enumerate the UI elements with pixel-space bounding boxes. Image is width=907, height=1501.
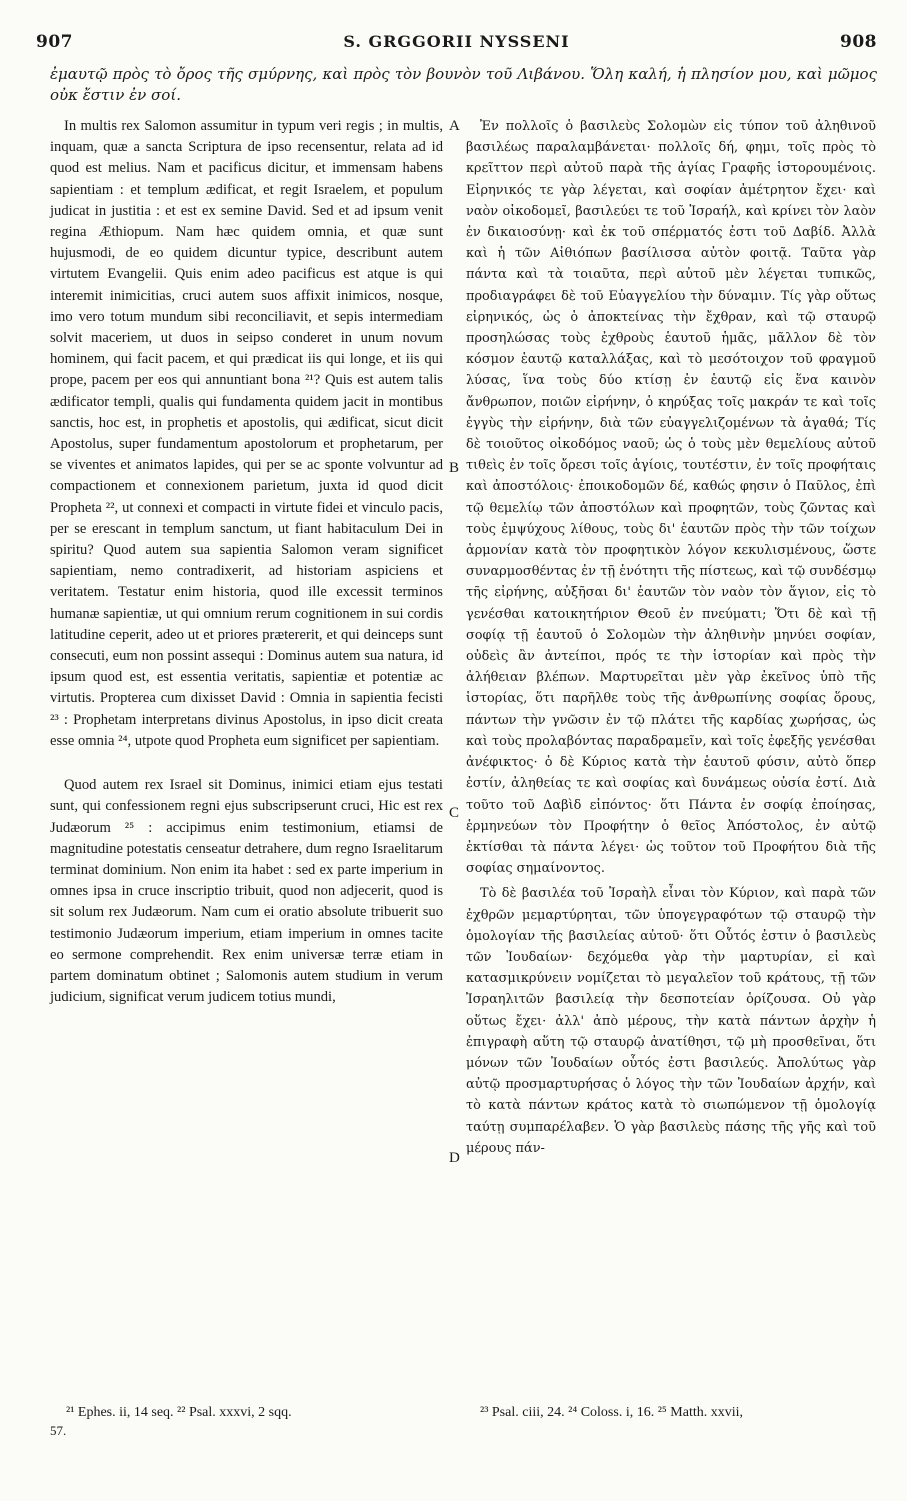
margin-marker-a: A	[449, 118, 460, 134]
greek-paragraph-2: Τὸ δὲ βασιλέα τοῦ Ἰσραὴλ εἶναι τὸν Κύριον, καὶ παρὰ τῶν ἐχθρῶν μεμαρτύρηται, τῶν ὑπογεγραφότων τῷ σταυρῷ τὴν ὁμολογίαν τῆς βασιλείας αὐτοῦ· ὅτι Οὗτός ἐστιν ὁ βασιλεὺς τῶν Ἰουδαίων· δεχόμεθα γὰρ τὴν μαρτυρίαν, εἰ καὶ κατασμικρύνειν νομίζεται τὸ μεγαλεῖον τοῦ κράτους, τῇ τῶν Ἰσραηλιτῶν βασιλείᾳ τὴν δεσποτείαν ὁρίζουσα. Οὐ γὰρ οὕτως ἔχει· ἀλλ' ἀπὸ μέρους, τὴν κατὰ πάντων ἀρχὴν ἡ ἐπιγραφὴ αὕτη τῷ σταυρῷ ἀνατίθησι, τῷ μὴ προσθεῖναι, ὅτι μόνων τῶν Ἰουδαίων οὗτός ἐστι βασιλεύς. Ἀπολύτως γὰρ αὐτῷ προσμαρτυρήσας ὁ λόγος τὴν τῶν Ἰουδαίων ἀρχήν, καὶ τὸ κατὰ πάντων κράτος κατὰ τὸ σιωπώμενον τῇ ὁμολογίᾳ ταύτῃ συμπαρέλαβεν. Ὁ γὰρ βασιλεὺς πάσης τῆς γῆς καὶ τοῦ μέρους πάν-	[466, 886, 876, 1156]
footnotes-left: ²¹ Ephes. ii, 14 seq. ²² Psal. xxxvi, 2 sqq.	[66, 1405, 292, 1420]
margin-marker-b: B	[449, 460, 460, 476]
page-number-left: 907	[36, 32, 73, 52]
signature-mark: 57.	[50, 1423, 67, 1438]
top-greek-text: ἐμαυτῷ πρὸς τὸ ὄρος τῆς σμύρνης, καὶ πρὸς τὸν βουνὸν τοῦ Λιβάνου. Ὅλη καλή, ἡ πλησίον μου, καὶ μῶμος οὐκ ἔστιν ἐν σοί.	[50, 65, 877, 104]
top-greek-continuation	[50, 64, 877, 106]
page-number-right: 908	[840, 32, 877, 52]
running-title: S. GRGGORII NYSSENI	[343, 32, 570, 51]
latin-paragraph-2: Quod autem rex Israel sit Dominus, inimici etiam ejus testati sunt, qui confessionem regni ejus subscripserunt cruci, Hic est rex Judæorum ²⁵ : accipimus enim testimonium, etiamsi de magnitudine potestatis censeatur detrahere, dum regno Israelitarum terminat dominium. Non enim ita habet : sed ex parte imperium in omnes ipsa in cruce inscriptio tribuit, quod non adjecerit, quod is sit solum rex Judæorum. Nam cum ei oratio absolute tribuerit suo testimonio Judæorum imperium, etiam imperium in omnes tacite eo sermone comprehendit. Rex enim universæ terræ etiam in partem dominatum obtinet ; Salomonis autem studium in verum judicium, significat verum judicem totius mundi,	[50, 777, 443, 1006]
footnotes-right: ²³ Psal. ciii, 24. ²⁴ Coloss. i, 16. ²⁵ Matth. xxvii,	[480, 1405, 744, 1420]
latin-column	[50, 116, 443, 1008]
margin-marker-d: D	[449, 1150, 460, 1166]
greek-paragraph-1: Ἐν πολλοῖς ὁ βασιλεὺς Σολομὼν εἰς τύπον τοῦ ἀληθινοῦ βασιλέως παραλαμβάνεται· πολλοῖς δή, φημι, τοῖς πρὸς τὸ κρεῖττον περὶ αὐτοῦ παρὰ τῆς ἁγίας Γραφῆς ἱστορουμένοις. Εἰρηνικός τε γὰρ λέγεται, καὶ σοφίαν ἀμέτρητον ἔχει· καὶ ναὸν οἰκοδομεῖ, βασιλεύει τε τοῦ Ἰσραήλ, καὶ κρίνει τὸν λαὸν ἐν δικαιοσύνῃ· καὶ ἐκ τοῦ σπέρματός ἐστι τοῦ Δαβίδ. Ἀλλὰ καὶ ἡ τῶν Αἰθιόπων βασίλισσα αὐτὸν φοιτᾷ. Ταῦτα γὰρ πάντα καὶ τὰ τοιαῦτα, περὶ αὐτοῦ μὲν λέγεται τυπικῶς, προδιαγράφει δὲ τοῦ Εὐαγγελίου τὴν δύναμιν. Τίς γὰρ οὕτως εἰρηνικός, ὡς ὁ ἀποκτείνας τὴν ἔχθραν, καὶ τῷ σταυρῷ προσηλώσας τοὺς ἐχθροὺς ἑαυτοῦ ἡμᾶς, μᾶλλον δὲ τὸν κόσμον ἑαυτῷ καταλλάξας, καὶ τὸ μεσότοιχον τοῦ φραγμοῦ λύσας, ἵνα τοὺς δύο κτίσῃ ἐν ἑαυτῷ εἰς ἕνα καινὸν ἄνθρωπον, ποιῶν εἰρήνην, ὁ κηρύξας τοῖς μακράν τε καὶ τοῖς ἐγγὺς τὴν εἰρήνην, διὰ τῶν εὐαγγελιζομένων τὰ ἀγαθά; Τίς δὲ τοιοῦτος οἰκοδόμος ναοῦ; ὡς ὁ τοὺς μὲν θεμελίους αὐτοῦ τιθεὶς ἐν τοῖς ὄρεσι τοῖς ἁγίοις, τουτέστιν, ἐν τοῖς προφήταις καὶ ἀποστόλοις· ἐποικοδομῶν δέ, καθώς φησιν ὁ Παῦλος, ἐπὶ τῷ θεμελίῳ τῶν ἀποστόλων καὶ προφητῶν, τοὺς ζῶντας καὶ τοὺς ἐμψύχους λίθους, τοὺς δι' ἑαυτῶν πρὸς τὴν τῶν τοίχων ἁρμονίαν κατὰ τὸν προφητικὸν λόγον κεκυλισμένους, ὥστε συναρμοσθέντας ἐν τῇ ἑνότητι τῆς πίστεως, καὶ τῷ συνδέσμῳ τῆς εἰρήνης, αὐξῆσαι δι' ἑαυτῶν τὸν ναὸν τὸν ἅγιον, εἰς τὸ γενέσθαι κατοικητήριον Θεοῦ ἐν πνεύματι; Ὅτι δὲ καὶ τῇ σοφίᾳ τῇ ἑαυτοῦ ὁ Σολομὼν τὴν ἀληθινὴν μηνύει σοφίαν, οὐδεὶς ἂν ἀντείποι, πρός τε τὴν ἱστορίαν καὶ πρὸς τὴν ἀλήθειαν βλέπων. Μαρτυρεῖται μὲν γὰρ ἐκεῖνος ὑπὸ τῆς ἱστορίας, ὅτι παρῆλθε τοὺς τῆς ἀνθρωπίνης σοφίας ὅρους, πάντων τὴν γνῶσιν ἐν τῷ πλάτει τῆς καρδίας χωρήσας, ὡς καὶ τοὺς προλαβόντας παραδραμεῖν, καὶ τοῖς ἐφεξῆς γενέσθαι ἀνέφικτος· ὁ δὲ Κύριος κατὰ τὴν ἑαυτοῦ φύσιν, αὐτὸ ὅπερ ἐστίν, ἀληθείας τε καὶ σοφίας καὶ δυνάμεως οὐσία ἐστί. Διὰ τοῦτο τοῦ Δαβὶδ εἰπόντος· ὅτι Πάντα ἐν σοφίᾳ ἐποίησας, ἑρμηνεύων τὸν Προφήτην ὁ θεῖος Ἀπόστολος, ἐν αὐτῷ ἐκτίσθαι τὰ πάντα λέγει· ὡς τοῦτον τοῦ Προφήτου διὰ τῆς σοφίας σημαίνοντος.	[466, 119, 876, 877]
greek-column	[466, 116, 876, 1159]
running-header	[36, 32, 877, 60]
margin-marker-c: C	[449, 805, 460, 821]
latin-paragraph-1: In multis rex Salomon assumitur in typum veri regis ; in multis, inquam, quæ a sancta Scriptura de ipso recensentur, relata ad id quod est melius. Nam et pacificus dicitur, et immensam habens sapientiam : et templum ædificat, et regit Israelem, et populum judicat in justitia : et est ex semine David. Sed et ad ipsum venit regina Æthiopum. Nam hæc quidem omnia, et quæ sunt hujusmodi, de eo quidem dicuntur typice, describunt autem virtutem Evangelii. Quis enim adeo pacificus est atque is qui interemit inimicitias, cruci autem suos affixit inimicos, nosque, imo vero totum mundum sibi reconciliavit, et sepis intermediam solvit maceriem, ut duos in seipso conderet in unum novum hominem, qui facit pacem, et qui prædicat iis qui longe, et iis qui prope, pacem per eos qui annuntiant bona ²¹? Quis est autem talis ædificator templi, qualis qui fundamenta quidem jacit in montibus sanctis, hoc est, in prophetis et apostolis, qui ædificat, sicut dicit Apostolus, super fundamentum apostolorum et prophetarum, per se viventes et animatos lapides, qui per se ac sponte volvuntur ad compactionem et connexionem parietum, juxta id quod dicit Propheta ²², ut connexi et compacti in virtute fidei et vinculo pacis, per se erescant in templum sanctum, ut fiant habitaculum Dei in spiritu? Quod autem sua sapientia Salomon veram significet sapientiam, nemo contradixerit, ad historiam aspiciens et veritatem. Testatur enim historia, quod ille excessit terminos humanæ sapientiæ, ut qui omnium rerum cognitionem in sui cordis latitudine ceperit, adeo ut et priores prætererit, et qui deinceps sunt consecuti, eum non possint assequi : Dominus autem sua natura, id ipsum quod est, est essentia veritatis, sapientiæ et potentiæ ac virtutis. Propterea cum dixisset David : Omnia in sapientia fecisti ²³ : Prophetam interpretans divinus Apostolus, in ipso dicit creata esse omnia ²⁴, utpote quod Propheta eum significet per sapientiam.	[50, 118, 443, 749]
